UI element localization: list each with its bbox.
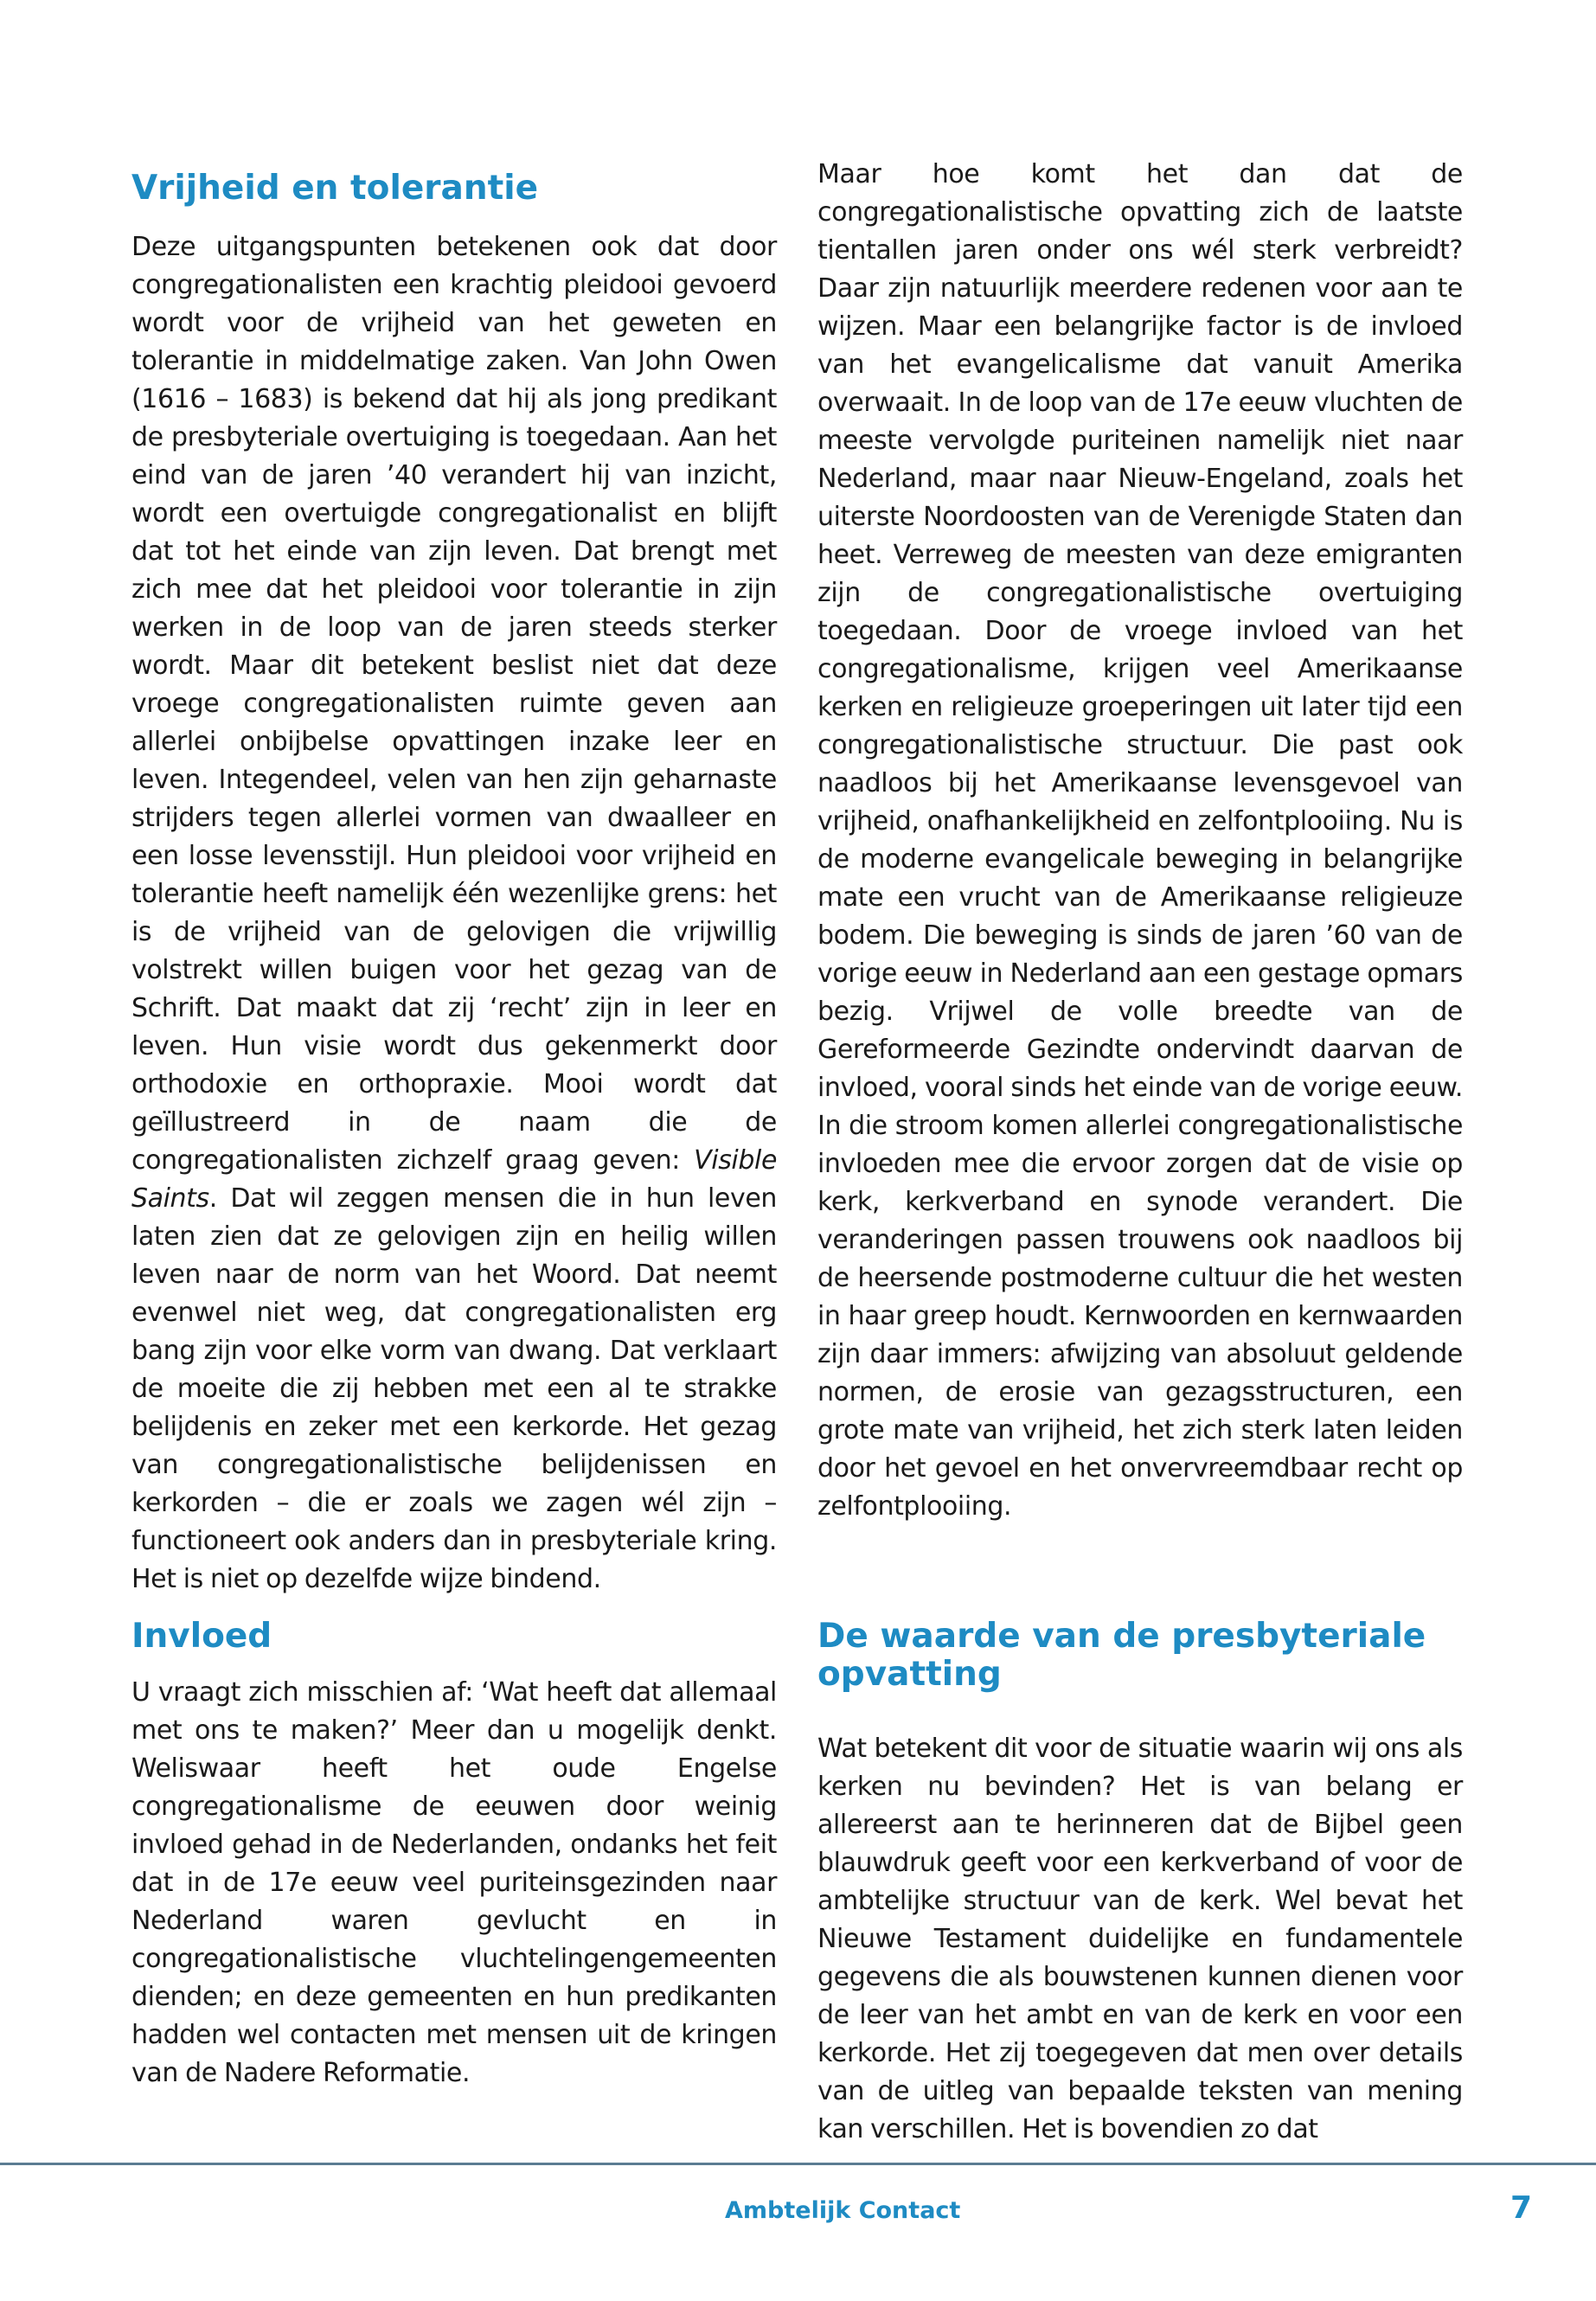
paragraph-vrijheid — [131, 228, 777, 1599]
left-column — [131, 170, 777, 1599]
paragraph-vrijheid-part1: Deze uitgangspunten betekenen ook dat door congregationalisten een krachtig pleidooi gevoerd wordt voor de vrijheid van het geweten en tolerantie in middelmatige zaken. Van John Owen (1616 – 1683) is bekend dat hij als jong predikant de presbyteriale overtuiging is toegedaan. Aan het eind van de jaren ’40 verandert hij van inzicht, wordt een overtuigde congregationalist en blijft dat tot het einde van zijn leven. Dat brengt met zich mee dat het pleidooi voor tolerantie in zijn werken in de loop van de jaren steeds sterker wordt. Maar dit betekent beslist niet dat deze vroege congregationalisten ruimte geven aan allerlei onbijbelse opvattingen inzake leer en leven. Integendeel, velen van hen zijn geharnaste strijders tegen allerlei vormen van dwaalleer en een losse levensstijl. Hun pleidooi voor vrijheid en tolerantie heeft namelijk één wezenlijke grens: het is de vrijheid van de gelovigen die vrijwillig volstrekt willen buigen voor het gezag van de Schrift. Dat maakt dat zij ‘recht’ zijn in leer en leven. Hun visie wordt dus gekenmerkt door orthodoxie en orthopraxie. Mooi wordt dat geïllustreerd in de naam die de congregationalisten zichzelf graag geven: — [131, 232, 777, 1176]
paragraph-congregationalistisch: Maar hoe komt het dan dat de congregationalistische opvatting zich de laatste tientallen jaren onder ons wél sterk verbreidt? Daar zijn natuurlijk meerdere redenen voor aan te wijzen. Maar een belangrijke factor is de invloed van het evangelicalisme dat vanuit Amerika overwaait. In de loop van de 17e eeuw vluchten de meeste vervolgde puriteinen namelijk niet naar Nederland, maar naar Nieuw-Engeland, zoals het uiterste Noordoosten van de Verenigde Staten dan heet. Verreweg de meesten van deze emigranten zijn de congregationalistische overtuiging toegedaan. Door de vroege invloed van het congregationalisme, krijgen veel Amerikaanse kerken en religieuze groeperingen uit later tijd een congregationalistische structuur. Die past ook naadloos bij het Amerikaanse levensgevoel van vrijheid, onafhankelijkheid en zelfontplooiing. Nu is de moderne evangelicale beweging in belangrijke mate een vrucht van de Amerikaanse religieuze bodem. Die beweging is sinds de jaren ’60 van de vorige eeuw in Nederland aan een gestage opmars bezig. Vrijwel de volle breedte van de Gereformeerde Gezindte ondervindt daarvan de invloed, vooral sinds het einde van de vorige eeuw. In die stroom komen allerlei congregationalistische invloeden mee die ervoor zorgen dat de visie op kerk, kerkverband en synode verandert. Die veranderingen passen trouwens ook naadloos bij de heersende postmoderne cultuur die het westen in haar greep houdt. Kernwoorden en kernwaarden zijn daar immers: afwijzing van absoluut geldende normen, de erosie van gezagsstructuren, een grote mate van vrijheid, het zich sterk laten leiden door het gevoel en het onvervreemdbaar recht op zelfontplooiing. — [817, 159, 1463, 1522]
paragraph-waarde: Wat betekent dit voor de situatie waarin wij ons als kerken nu bevinden? Het is van belang er allereerst aan te herinneren dat de Bijbel geen blauwdruk geeft voor een kerkverband of voor de ambtelijke structuur van de kerk. Wel bevat het Nieuwe Testament duidelijke en fundamentele gegevens die als bouwstenen kunnen dienen voor de leer van het ambt en van de kerk en voor een kerkorde. Het zij toegegeven dat men over details van de uitleg van bepaalde teksten van mening kan verschillen. Het is bovendien zo dat — [817, 1734, 1463, 2144]
visible-saints-term: Visible Saints — [131, 1145, 777, 1214]
right-column — [817, 156, 1463, 1526]
section-heading-vrijheid: Vrijheid en tolerantie — [131, 169, 539, 208]
page-number: 7 — [1510, 2190, 1533, 2226]
footer-divider — [0, 2163, 1596, 2165]
section-heading-invloed: Invloed — [131, 1617, 272, 1656]
section-heading-waarde: De waarde van de presbyteriale opvatting — [817, 1617, 1426, 1694]
paragraph-invloed: U vraagt zich misschien af: ‘Wat heeft dat allemaal met ons te maken?’ Meer dan u mogelijk denkt. Weliswaar heeft het oude Engelse congregationalisme de eeuwen door weinig invloed gehad in de Nederlanden, ondanks het feit dat in de 17e eeuw veel puriteinsgezinden naar Nederland waren gevlucht en in congregationalistische vluchtelingengemeenten dienden; en deze gemeenten en hun predikanten hadden wel contacten met mensen uit de kringen van de Nadere Reformatie. — [131, 1677, 777, 2088]
footer-publication-title: Ambtelijk Contact — [725, 2197, 961, 2224]
paragraph-vrijheid-part2: . Dat wil zeggen mensen die in hun leven laten zien dat ze gelovigen zijn en heilig willen leven naar de norm van het Woord. Dat neemt evenwel niet weg, dat congregationalisten erg bang zijn voor elke vorm van dwang. Dat verklaart de moeite die zij hebben met een al te strakke belijdenis en zeker met een kerkorde. Het gezag van congregationalistische belijdenissen en kerkorden – die er zoals we zagen wél zijn – functioneert ook anders dan in presbyteriale kring. Het is niet op dezelfde wijze bindend. — [131, 1183, 777, 1594]
